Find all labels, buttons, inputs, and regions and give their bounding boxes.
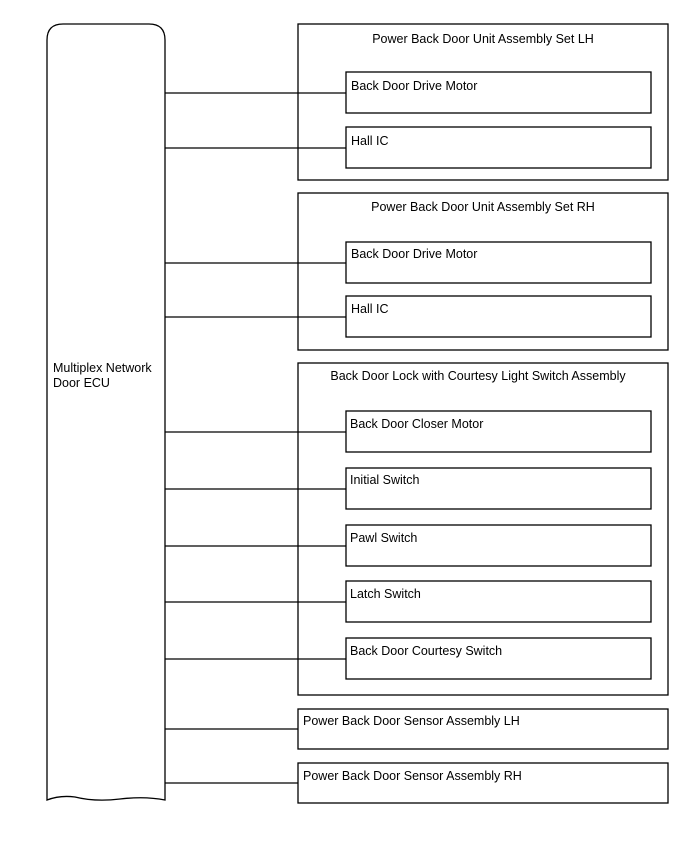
group-box [298, 193, 668, 350]
component-box [346, 296, 651, 337]
ecu-label-line2: Door ECU [53, 376, 110, 390]
component-label: Pawl Switch [350, 531, 418, 545]
group-unit-assembly-lh [298, 24, 668, 180]
sensor-rh [298, 763, 668, 803]
component-label: Back Door Courtesy Switch [350, 644, 503, 658]
component-box [346, 127, 651, 168]
group-title: Power Back Door Unit Assembly Set LH [372, 32, 594, 46]
ecu-block [47, 24, 165, 800]
sensor-lh [298, 709, 668, 749]
component-label: Initial Switch [350, 473, 420, 487]
group-box [298, 24, 668, 180]
group-unit-assembly-rh [298, 193, 668, 350]
group-back-door-lock [298, 363, 668, 695]
component-label: Back Door Closer Motor [350, 417, 484, 431]
group-title: Power Back Door Unit Assembly Set RH [371, 200, 595, 214]
component-label: Back Door Drive Motor [351, 79, 478, 93]
group-title: Back Door Lock with Courtesy Light Switch Assembly [330, 369, 626, 383]
sensor-label: Power Back Door Sensor Assembly RH [303, 769, 522, 783]
ecu-outline [47, 24, 165, 800]
connection-lines [165, 93, 346, 783]
component-label: Latch Switch [350, 587, 421, 601]
component-label: Hall IC [351, 134, 389, 148]
sensor-label: Power Back Door Sensor Assembly LH [303, 714, 520, 728]
component-label: Back Door Drive Motor [351, 247, 478, 261]
component-label: Hall IC [351, 302, 389, 316]
ecu-label-line1: Multiplex Network [53, 361, 152, 375]
